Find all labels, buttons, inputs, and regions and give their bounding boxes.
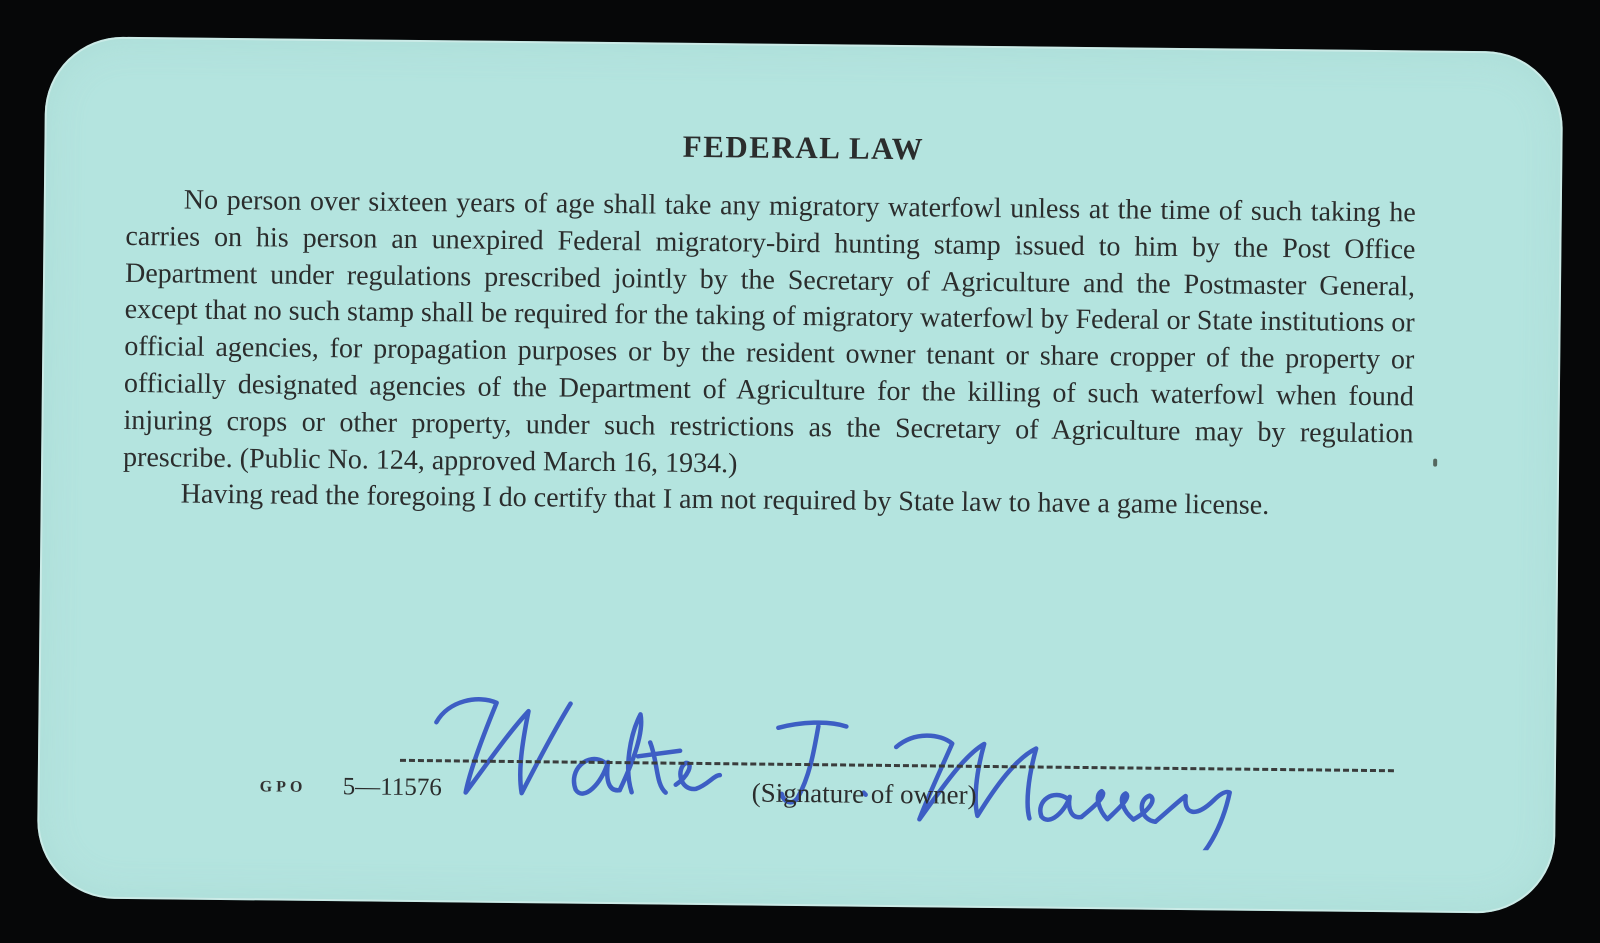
printer-mark: GPO bbox=[259, 778, 307, 796]
card-body bbox=[123, 182, 1416, 527]
stamp-certificate-card bbox=[37, 36, 1564, 914]
card-title: FEDERAL LAW bbox=[682, 128, 925, 167]
certification-paragraph: Having read the foregoing I do certify that I am not required by State law to have a game license. bbox=[180, 478, 1270, 522]
owner-signature bbox=[417, 642, 1259, 851]
signature-caption: (Signature of owner) bbox=[751, 777, 977, 810]
form-number: 5—11576 bbox=[342, 773, 442, 802]
paper-blemish bbox=[1433, 459, 1437, 467]
law-paragraph: No person over sixteen years of age shall take any migratory waterfowl unless at the time of such taking he carries on his person an unexpired Federal migratory-bird hunting stamp issued to him by the Post Office Department under regulations prescribed jointly by the Secretary of Agriculture and the Postmaster General, except that no such stamp shall be required for the taking of migratory waterfowl by Federal or State institutions or official agencies, for propagation purposes or by the resident owner tenant or share cropper of the property or officially designated agencies of the Department of Agriculture for the killing of such waterfowl when found injuring crops or other property, under such restrictions as the Secretary of Agriculture may by regulation prescribe. (Public No. 124, approved March 16, 1934.) bbox=[122, 184, 1416, 479]
